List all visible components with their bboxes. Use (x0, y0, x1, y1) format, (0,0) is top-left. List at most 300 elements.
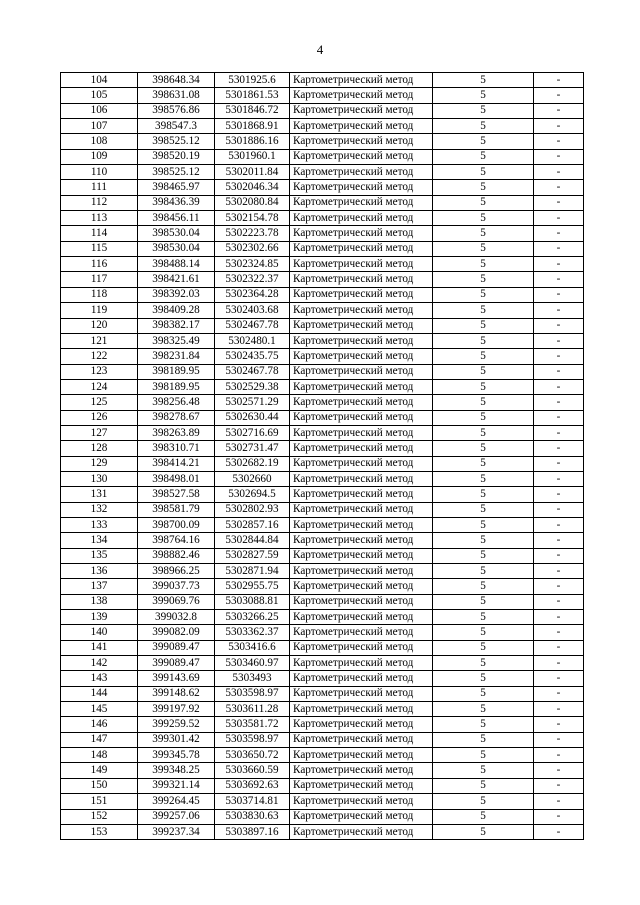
point-number-cell: 139 (61, 610, 138, 625)
point-number-cell: 121 (61, 333, 138, 348)
point-number-cell: 132 (61, 502, 138, 517)
method-cell: Картометрический метод (290, 257, 433, 272)
table-row (61, 487, 584, 502)
coordinate-x-cell: 399037.73 (138, 579, 215, 594)
table-row (61, 610, 584, 625)
coordinate-y-cell: 5303581.72 (215, 717, 290, 732)
coordinate-x-cell: 398310.71 (138, 441, 215, 456)
method-cell: Картометрический метод (290, 656, 433, 671)
table-row (61, 809, 584, 824)
accuracy-cell: 5 (433, 487, 534, 502)
accuracy-cell: 5 (433, 717, 534, 732)
table-row (61, 364, 584, 379)
table-row (61, 395, 584, 410)
table-row (61, 824, 584, 839)
method-cell: Картометрический метод (290, 702, 433, 717)
coordinate-y-cell: 5302302.66 (215, 241, 290, 256)
point-number-cell: 144 (61, 686, 138, 701)
accuracy-cell: 5 (433, 272, 534, 287)
point-number-cell: 143 (61, 671, 138, 686)
accuracy-cell: 5 (433, 748, 534, 763)
coordinate-y-cell: 5302630.44 (215, 410, 290, 425)
coordinate-x-cell: 399148.62 (138, 686, 215, 701)
point-number-cell: 138 (61, 594, 138, 609)
accuracy-cell: 5 (433, 809, 534, 824)
point-number-cell: 152 (61, 809, 138, 824)
coordinate-x-cell: 399089.47 (138, 640, 215, 655)
accuracy-cell: 5 (433, 211, 534, 226)
coordinate-x-cell: 398278.67 (138, 410, 215, 425)
coordinate-x-cell: 398520.19 (138, 149, 215, 164)
description-cell: - (534, 364, 584, 379)
table-row (61, 211, 584, 226)
coordinate-x-cell: 398414.21 (138, 456, 215, 471)
coordinate-y-cell: 5302731.47 (215, 441, 290, 456)
accuracy-cell: 5 (433, 471, 534, 486)
coordinate-y-cell: 5302857.16 (215, 517, 290, 532)
table-row (61, 318, 584, 333)
accuracy-cell: 5 (433, 226, 534, 241)
description-cell: - (534, 395, 584, 410)
method-cell: Картометрический метод (290, 517, 433, 532)
table-row (61, 625, 584, 640)
method-cell: Картометрический метод (290, 640, 433, 655)
coordinate-x-cell: 398648.34 (138, 73, 215, 88)
table-row (61, 794, 584, 809)
coordinate-x-cell: 398764.16 (138, 533, 215, 548)
point-number-cell: 105 (61, 88, 138, 103)
accuracy-cell: 5 (433, 333, 534, 348)
point-number-cell: 127 (61, 425, 138, 440)
description-cell: - (534, 502, 584, 517)
coordinate-y-cell: 5302467.78 (215, 364, 290, 379)
coordinate-y-cell: 5303692.63 (215, 778, 290, 793)
description-cell: - (534, 702, 584, 717)
point-number-cell: 109 (61, 149, 138, 164)
coordinate-y-cell: 5301868.91 (215, 119, 290, 134)
coordinate-y-cell: 5302403.68 (215, 303, 290, 318)
coordinate-y-cell: 5302435.75 (215, 349, 290, 364)
table-row (61, 471, 584, 486)
table-row (61, 671, 584, 686)
coordinate-x-cell: 399197.92 (138, 702, 215, 717)
table-row (61, 425, 584, 440)
accuracy-cell: 5 (433, 149, 534, 164)
table-row (61, 702, 584, 717)
accuracy-cell: 5 (433, 732, 534, 747)
description-cell: - (534, 441, 584, 456)
coordinate-x-cell: 398189.95 (138, 364, 215, 379)
accuracy-cell: 5 (433, 502, 534, 517)
description-cell: - (534, 548, 584, 563)
method-cell: Картометрический метод (290, 794, 433, 809)
table-row (61, 149, 584, 164)
coordinate-x-cell: 398576.86 (138, 103, 215, 118)
point-number-cell: 119 (61, 303, 138, 318)
description-cell: - (534, 671, 584, 686)
page-number: 4 (316, 42, 324, 57)
method-cell: Картометрический метод (290, 149, 433, 164)
table-row (61, 763, 584, 778)
accuracy-cell: 5 (433, 349, 534, 364)
accuracy-cell: 5 (433, 441, 534, 456)
coordinate-y-cell: 5302955.75 (215, 579, 290, 594)
table-row (61, 748, 584, 763)
description-cell: - (534, 149, 584, 164)
table-row (61, 333, 584, 348)
accuracy-cell: 5 (433, 318, 534, 333)
description-cell: - (534, 579, 584, 594)
table-row (61, 88, 584, 103)
description-cell: - (534, 778, 584, 793)
coordinate-x-cell: 398456.11 (138, 211, 215, 226)
accuracy-cell: 5 (433, 610, 534, 625)
table-row (61, 165, 584, 180)
accuracy-cell: 5 (433, 533, 534, 548)
point-number-cell: 111 (61, 180, 138, 195)
accuracy-cell: 5 (433, 379, 534, 394)
point-number-cell: 104 (61, 73, 138, 88)
coordinate-y-cell: 5301861.53 (215, 88, 290, 103)
table-row (61, 502, 584, 517)
accuracy-cell: 5 (433, 671, 534, 686)
coordinate-x-cell: 398263.89 (138, 425, 215, 440)
table-row (61, 594, 584, 609)
description-cell: - (534, 103, 584, 118)
coordinate-y-cell: 5302364.28 (215, 287, 290, 302)
method-cell: Картометрический метод (290, 824, 433, 839)
coordinate-x-cell: 399264.45 (138, 794, 215, 809)
point-number-cell: 134 (61, 533, 138, 548)
description-cell: - (534, 241, 584, 256)
description-cell: - (534, 471, 584, 486)
point-number-cell: 122 (61, 349, 138, 364)
method-cell: Картометрический метод (290, 287, 433, 302)
coordinate-x-cell: 399089.47 (138, 656, 215, 671)
method-cell: Картометрический метод (290, 487, 433, 502)
table-row (61, 640, 584, 655)
coordinate-y-cell: 5302080.84 (215, 195, 290, 210)
method-cell: Картометрический метод (290, 686, 433, 701)
point-number-cell: 147 (61, 732, 138, 747)
accuracy-cell: 5 (433, 195, 534, 210)
description-cell: - (534, 517, 584, 532)
table-row (61, 778, 584, 793)
method-cell: Картометрический метод (290, 625, 433, 640)
description-cell: - (534, 349, 584, 364)
coordinate-y-cell: 5302324.85 (215, 257, 290, 272)
point-number-cell: 115 (61, 241, 138, 256)
accuracy-cell: 5 (433, 548, 534, 563)
method-cell: Картометрический метод (290, 425, 433, 440)
accuracy-cell: 5 (433, 165, 534, 180)
point-number-cell: 137 (61, 579, 138, 594)
accuracy-cell: 5 (433, 594, 534, 609)
table-row (61, 548, 584, 563)
coordinate-y-cell: 5302660 (215, 471, 290, 486)
point-number-cell: 141 (61, 640, 138, 655)
point-number-cell: 118 (61, 287, 138, 302)
description-cell: - (534, 564, 584, 579)
accuracy-cell: 5 (433, 257, 534, 272)
accuracy-cell: 5 (433, 702, 534, 717)
coordinate-y-cell: 5303897.16 (215, 824, 290, 839)
coordinate-y-cell: 5302802.93 (215, 502, 290, 517)
accuracy-cell: 5 (433, 763, 534, 778)
table-row (61, 287, 584, 302)
method-cell: Картометрический метод (290, 548, 433, 563)
coordinate-y-cell: 5302467.78 (215, 318, 290, 333)
coordinate-x-cell: 399082.09 (138, 625, 215, 640)
accuracy-cell: 5 (433, 134, 534, 149)
table-row (61, 272, 584, 287)
accuracy-cell: 5 (433, 778, 534, 793)
coordinate-x-cell: 398325.49 (138, 333, 215, 348)
coordinate-x-cell: 398436.39 (138, 195, 215, 210)
point-number-cell: 128 (61, 441, 138, 456)
coordinate-x-cell: 399237.34 (138, 824, 215, 839)
accuracy-cell: 5 (433, 579, 534, 594)
method-cell: Картометрический метод (290, 134, 433, 149)
coordinate-y-cell: 5302480.1 (215, 333, 290, 348)
point-number-cell: 129 (61, 456, 138, 471)
description-cell: - (534, 824, 584, 839)
coordinate-y-cell: 5302571.29 (215, 395, 290, 410)
coordinate-y-cell: 5301960.1 (215, 149, 290, 164)
description-cell: - (534, 533, 584, 548)
accuracy-cell: 5 (433, 517, 534, 532)
table-row (61, 134, 584, 149)
coordinate-x-cell: 398498.01 (138, 471, 215, 486)
method-cell: Картометрический метод (290, 579, 433, 594)
coordinate-x-cell: 398966.25 (138, 564, 215, 579)
method-cell: Картометрический метод (290, 165, 433, 180)
coordinate-x-cell: 399345.78 (138, 748, 215, 763)
method-cell: Картометрический метод (290, 748, 433, 763)
method-cell: Картометрический метод (290, 564, 433, 579)
description-cell: - (534, 226, 584, 241)
description-cell: - (534, 211, 584, 226)
table-row (61, 441, 584, 456)
table-row (61, 119, 584, 134)
coordinate-x-cell: 398421.61 (138, 272, 215, 287)
point-number-cell: 112 (61, 195, 138, 210)
point-number-cell: 124 (61, 379, 138, 394)
description-cell: - (534, 134, 584, 149)
coordinate-y-cell: 5302529.38 (215, 379, 290, 394)
table-row (61, 303, 584, 318)
description-cell: - (534, 287, 584, 302)
method-cell: Картометрический метод (290, 333, 433, 348)
table-row (61, 195, 584, 210)
method-cell: Картометрический метод (290, 303, 433, 318)
point-number-cell: 125 (61, 395, 138, 410)
coordinate-x-cell: 398488.14 (138, 257, 215, 272)
method-cell: Картометрический метод (290, 441, 433, 456)
method-cell: Картометрический метод (290, 379, 433, 394)
description-cell: - (534, 625, 584, 640)
point-number-cell: 140 (61, 625, 138, 640)
coordinate-x-cell: 399301.42 (138, 732, 215, 747)
table-row (61, 656, 584, 671)
coordinate-y-cell: 5303650.72 (215, 748, 290, 763)
description-cell: - (534, 809, 584, 824)
method-cell: Картометрический метод (290, 809, 433, 824)
point-number-cell: 120 (61, 318, 138, 333)
method-cell: Картометрический метод (290, 103, 433, 118)
point-number-cell: 130 (61, 471, 138, 486)
coordinate-y-cell: 5302844.84 (215, 533, 290, 548)
accuracy-cell: 5 (433, 686, 534, 701)
accuracy-cell: 5 (433, 73, 534, 88)
description-cell: - (534, 686, 584, 701)
coordinate-x-cell: 398631.08 (138, 88, 215, 103)
method-cell: Картометрический метод (290, 533, 433, 548)
table-row (61, 257, 584, 272)
coordinate-y-cell: 5303598.97 (215, 732, 290, 747)
accuracy-cell: 5 (433, 395, 534, 410)
point-number-cell: 114 (61, 226, 138, 241)
table-row (61, 379, 584, 394)
description-cell: - (534, 794, 584, 809)
accuracy-cell: 5 (433, 656, 534, 671)
accuracy-cell: 5 (433, 287, 534, 302)
point-number-cell: 113 (61, 211, 138, 226)
description-cell: - (534, 594, 584, 609)
method-cell: Картометрический метод (290, 778, 433, 793)
coordinate-y-cell: 5302827.59 (215, 548, 290, 563)
table-row (61, 732, 584, 747)
coordinate-y-cell: 5303493 (215, 671, 290, 686)
method-cell: Картометрический метод (290, 471, 433, 486)
coordinate-y-cell: 5302154.78 (215, 211, 290, 226)
description-cell: - (534, 333, 584, 348)
table-row (61, 686, 584, 701)
table-row (61, 410, 584, 425)
description-cell: - (534, 257, 584, 272)
coordinate-x-cell: 398465.97 (138, 180, 215, 195)
coordinate-y-cell: 5303416.6 (215, 640, 290, 655)
method-cell: Картометрический метод (290, 195, 433, 210)
method-cell: Картометрический метод (290, 763, 433, 778)
coordinate-x-cell: 398189.95 (138, 379, 215, 394)
coordinate-x-cell: 398530.04 (138, 241, 215, 256)
point-number-cell: 151 (61, 794, 138, 809)
point-number-cell: 108 (61, 134, 138, 149)
coordinate-y-cell: 5303660.59 (215, 763, 290, 778)
accuracy-cell: 5 (433, 425, 534, 440)
description-cell: - (534, 195, 584, 210)
accuracy-cell: 5 (433, 410, 534, 425)
coordinate-x-cell: 398527.58 (138, 487, 215, 502)
coordinate-y-cell: 5301886.16 (215, 134, 290, 149)
description-cell: - (534, 425, 584, 440)
coordinate-x-cell: 398525.12 (138, 165, 215, 180)
table-row (61, 349, 584, 364)
coordinate-y-cell: 5302871.94 (215, 564, 290, 579)
table-row (61, 533, 584, 548)
point-number-cell: 107 (61, 119, 138, 134)
point-number-cell: 150 (61, 778, 138, 793)
point-number-cell: 148 (61, 748, 138, 763)
coordinate-x-cell: 398409.28 (138, 303, 215, 318)
description-cell: - (534, 379, 584, 394)
description-cell: - (534, 88, 584, 103)
method-cell: Картометрический метод (290, 410, 433, 425)
method-cell: Картометрический метод (290, 671, 433, 686)
coordinate-x-cell: 398382.17 (138, 318, 215, 333)
point-number-cell: 145 (61, 702, 138, 717)
table-row (61, 456, 584, 471)
description-cell: - (534, 303, 584, 318)
method-cell: Картометрический метод (290, 594, 433, 609)
method-cell: Картометрический метод (290, 610, 433, 625)
method-cell: Картометрический метод (290, 732, 433, 747)
method-cell: Картометрический метод (290, 318, 433, 333)
description-cell: - (534, 732, 584, 747)
description-cell: - (534, 180, 584, 195)
method-cell: Картометрический метод (290, 364, 433, 379)
description-cell: - (534, 119, 584, 134)
description-cell: - (534, 487, 584, 502)
coordinate-y-cell: 5303266.25 (215, 610, 290, 625)
accuracy-cell: 5 (433, 103, 534, 118)
description-cell: - (534, 763, 584, 778)
point-number-cell: 136 (61, 564, 138, 579)
table-row (61, 73, 584, 88)
method-cell: Картометрический метод (290, 456, 433, 471)
description-cell: - (534, 717, 584, 732)
coordinate-y-cell: 5303611.28 (215, 702, 290, 717)
point-number-cell: 116 (61, 257, 138, 272)
method-cell: Картометрический метод (290, 272, 433, 287)
accuracy-cell: 5 (433, 824, 534, 839)
coordinate-y-cell: 5303088.81 (215, 594, 290, 609)
coordinate-y-cell: 5302716.69 (215, 425, 290, 440)
coordinate-y-cell: 5301846.72 (215, 103, 290, 118)
coordinate-x-cell: 398231.84 (138, 349, 215, 364)
point-number-cell: 153 (61, 824, 138, 839)
point-number-cell: 123 (61, 364, 138, 379)
method-cell: Картометрический метод (290, 241, 433, 256)
method-cell: Картометрический метод (290, 180, 433, 195)
description-cell: - (534, 165, 584, 180)
coordinate-y-cell: 5303362.37 (215, 625, 290, 640)
point-number-cell: 110 (61, 165, 138, 180)
method-cell: Картометрический метод (290, 226, 433, 241)
coordinate-x-cell: 399143.69 (138, 671, 215, 686)
accuracy-cell: 5 (433, 303, 534, 318)
point-number-cell: 106 (61, 103, 138, 118)
point-number-cell: 126 (61, 410, 138, 425)
accuracy-cell: 5 (433, 625, 534, 640)
coordinate-y-cell: 5303460.97 (215, 656, 290, 671)
point-number-cell: 149 (61, 763, 138, 778)
coordinate-x-cell: 398530.04 (138, 226, 215, 241)
coordinate-y-cell: 5301925.6 (215, 73, 290, 88)
point-number-cell: 135 (61, 548, 138, 563)
accuracy-cell: 5 (433, 364, 534, 379)
coordinate-y-cell: 5302322.37 (215, 272, 290, 287)
table-row (61, 226, 584, 241)
accuracy-cell: 5 (433, 88, 534, 103)
point-number-cell: 146 (61, 717, 138, 732)
table-row (61, 564, 584, 579)
coordinate-x-cell: 398882.46 (138, 548, 215, 563)
coordinate-y-cell: 5302682.19 (215, 456, 290, 471)
accuracy-cell: 5 (433, 564, 534, 579)
point-number-cell: 142 (61, 656, 138, 671)
